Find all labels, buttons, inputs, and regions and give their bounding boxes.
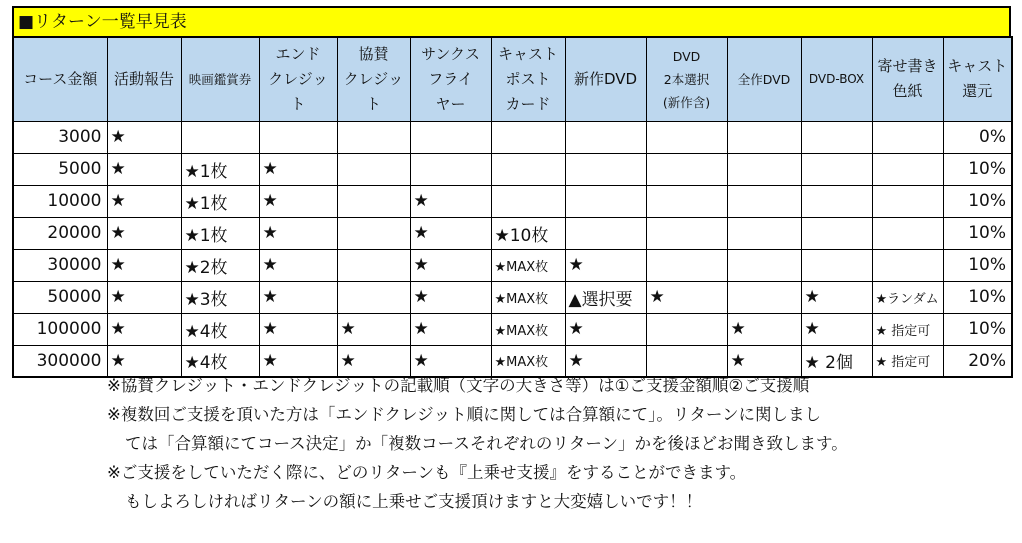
return-cell [337,121,410,153]
return-cell: ★4枚 [181,345,259,377]
return-cell: ★ [337,313,410,345]
course-amount-cell: 50000 [13,281,107,313]
return-cell: ★ [259,345,337,377]
return-cell: ★ [107,121,181,153]
return-cell: ★1枚 [181,217,259,249]
return-cell [801,217,872,249]
course-amount-cell: 20000 [13,217,107,249]
return-cell: ★ [107,185,181,217]
header-row [13,37,1012,121]
return-cell [565,153,646,185]
return-cell: ★MAX枚 [491,345,565,377]
return-cell: ★ 2個 [801,345,872,377]
return-cell: ★2枚 [181,249,259,281]
table-row [13,217,1012,249]
return-cell [259,121,337,153]
return-cell: ★ [259,249,337,281]
return-cell: ★4枚 [181,313,259,345]
return-cell: ★ [107,345,181,377]
return-cell [491,185,565,217]
return-cell: ★ [410,249,491,281]
col-movie-ticket: 映画鑑賞券 [181,37,259,121]
return-cell [727,217,801,249]
col-dvd-two-pick: DVD 2本選択 (新作含) [646,37,727,121]
cast-share-cell: 0% [943,121,1012,153]
return-cell [646,249,727,281]
return-cell: ★MAX枚 [491,249,565,281]
col-autograph-board: 寄せ書き 色紙 [872,37,943,121]
cast-share-cell: 20% [943,345,1012,377]
return-cell: ★MAX枚 [491,313,565,345]
note-line: ては「合算額にてコース決定」か「複数コースそれぞれのリターン」かを後ほどお聞き致します。 [125,434,848,453]
cast-share-cell: 10% [943,217,1012,249]
table-row [13,185,1012,217]
return-cell: ★1枚 [181,153,259,185]
course-amount-cell: 3000 [13,121,107,153]
col-course-amount: コース金額 [13,37,107,121]
cast-share-cell: 10% [943,249,1012,281]
col-dvd-box: DVD-BOX [801,37,872,121]
return-cell [646,153,727,185]
return-cell: ★10枚 [491,217,565,249]
table-row [13,281,1012,313]
return-cell: ★ [646,281,727,313]
return-cell: ★ [727,345,801,377]
col-all-dvd: 全作DVD [727,37,801,121]
return-cell: ★ランダム [872,281,943,313]
return-cell [646,185,727,217]
course-amount-cell: 100000 [13,313,107,345]
return-cell: ★ [107,281,181,313]
return-cell [727,249,801,281]
note-line: ※ご支援をしていただく際に、どのリターンも『上乗せ支援』をすることができます。 [107,463,747,482]
note-line: もしよろしければリターンの額に上乗せご支援頂けますと大変嬉しいです！！ [125,492,703,511]
return-cell: ★ [410,281,491,313]
return-cell [565,217,646,249]
course-amount-cell: 300000 [13,345,107,377]
returns-sheet [12,6,1011,378]
return-cell [872,121,943,153]
cast-share-cell: 10% [943,281,1012,313]
return-cell [565,185,646,217]
table-body [13,121,1012,377]
col-activity-report: 活動報告 [107,37,181,121]
return-cell: ★ [410,313,491,345]
return-cell: ★ [107,249,181,281]
return-cell: ★ [565,249,646,281]
col-sponsor-credit: 協賛 クレジッ ト [337,37,410,121]
return-cell: ▲選択要 [565,281,646,313]
col-cast-postcard: キャスト ポスト カード [491,37,565,121]
returns-table [12,36,1013,378]
return-cell: ★ [107,217,181,249]
return-cell [646,217,727,249]
return-cell [410,121,491,153]
return-cell: ★3枚 [181,281,259,313]
return-cell: ★ [565,345,646,377]
table-row [13,121,1012,153]
return-cell [337,153,410,185]
return-cell [565,121,646,153]
return-cell [337,217,410,249]
return-cell [337,185,410,217]
return-cell: ★ [727,313,801,345]
note-line: ※複数回ご支援を頂いた方は「エンドクレジット順に関しては合算額にて」。リターンに関しまし [107,405,822,424]
return-cell: ★ [259,281,337,313]
table-row [13,249,1012,281]
notes [107,371,848,516]
col-end-credit: エンド クレジッ ト [259,37,337,121]
return-cell: ★ [410,345,491,377]
return-cell: ★ [259,313,337,345]
return-cell [727,185,801,217]
return-cell: ★ [259,153,337,185]
return-cell: ★ 指定可 [872,345,943,377]
return-cell: ★ [337,345,410,377]
course-amount-cell: 10000 [13,185,107,217]
note-line: ※協賛クレジット・エンドクレジットの記載順（文字の大きさ等）は①ご支援金額順②ご支援順 [107,376,810,395]
return-cell: ★ [107,153,181,185]
return-cell: ★ 指定可 [872,313,943,345]
cast-share-cell: 10% [943,313,1012,345]
return-cell: ★ [565,313,646,345]
table-row [13,313,1012,345]
return-cell [801,121,872,153]
return-cell [801,249,872,281]
return-cell [872,249,943,281]
return-cell [491,153,565,185]
col-new-dvd: 新作DVD [565,37,646,121]
course-amount-cell: 30000 [13,249,107,281]
table-row [13,153,1012,185]
sheet-title: ■リターン一覧早見表 [12,6,1011,36]
return-cell [491,121,565,153]
col-thanks-flyer: サンクス フライ ヤー [410,37,491,121]
return-cell: ★ [410,217,491,249]
return-cell: ★ [259,217,337,249]
return-cell [337,281,410,313]
course-amount-cell: 5000 [13,153,107,185]
return-cell: ★MAX枚 [491,281,565,313]
return-cell [646,121,727,153]
return-cell [801,153,872,185]
return-cell [181,121,259,153]
cast-share-cell: 10% [943,153,1012,185]
return-cell [727,121,801,153]
return-cell: ★ [259,185,337,217]
return-cell [646,313,727,345]
col-cast-share: キャスト 還元 [943,37,1012,121]
return-cell [410,153,491,185]
return-cell: ★ [801,281,872,313]
return-cell [337,249,410,281]
return-cell: ★1枚 [181,185,259,217]
return-cell [872,185,943,217]
return-cell: ★ [801,313,872,345]
cast-share-cell: 10% [943,185,1012,217]
return-cell: ★ [107,313,181,345]
return-cell [727,281,801,313]
return-cell [872,153,943,185]
return-cell: ★ [410,185,491,217]
return-cell [872,217,943,249]
return-cell [801,185,872,217]
return-cell [727,153,801,185]
